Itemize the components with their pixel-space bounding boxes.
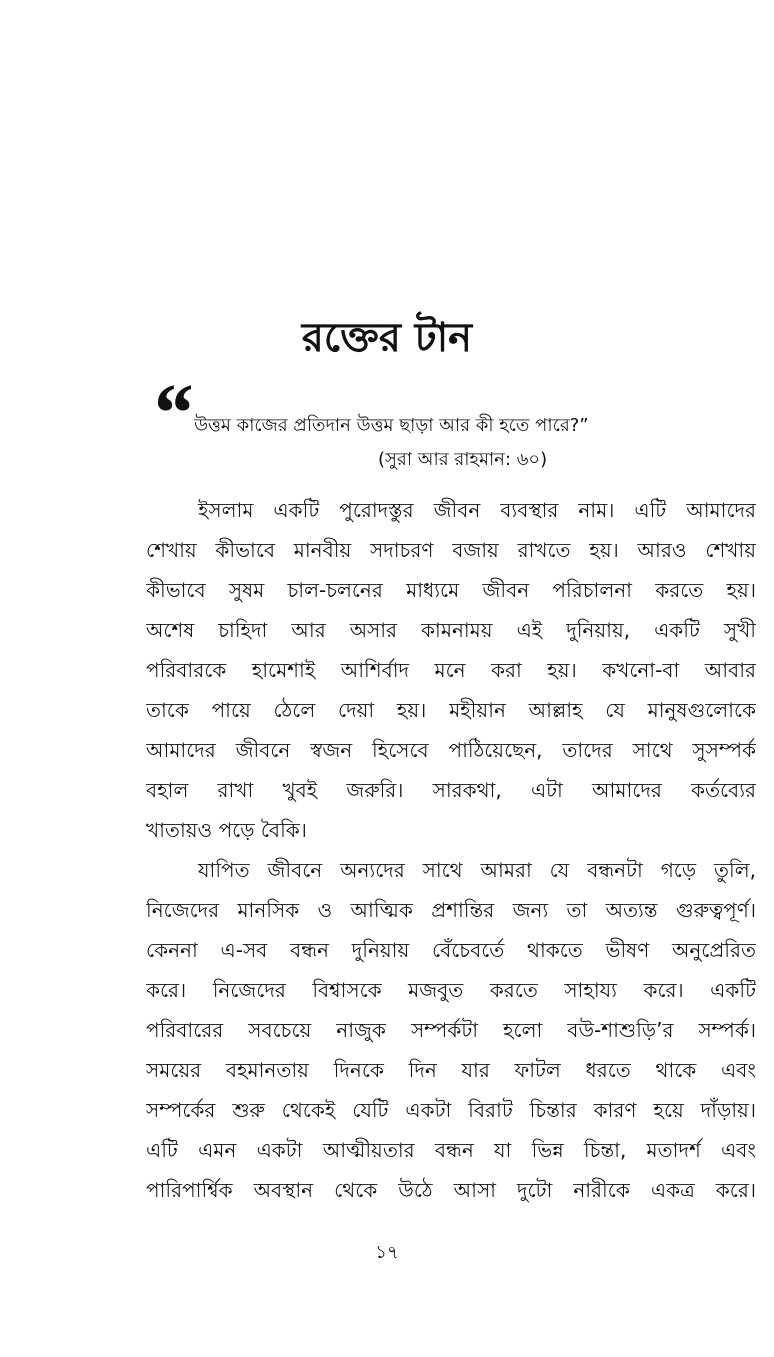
chapter-title: রক্তের টান xyxy=(301,315,473,361)
paragraph-line: ইসলাম একটি পুরোদস্তুর জীবন ব্যবস্থার নাম। এটি আমাদের xyxy=(198,498,756,522)
paragraph-line: এটি এমন একটা আত্মীয়তার বন্ধন যা ভিন্ন চিন্তা, মতাদর্শ এবং xyxy=(146,1138,756,1162)
epigraph-source: (সুরা আর রাহমান: ৬০) xyxy=(378,449,548,470)
paragraph-line: তাকে পায়ে ঠেলে দেয়া হয়। মহীয়ান আল্লাহ যে মানুষগুলোকে xyxy=(146,698,756,722)
paragraph-line: করে। নিজেদের বিশ্বাসকে মজবুত করতে সাহায্য করে। একটি xyxy=(146,978,756,1002)
paragraph-2 xyxy=(146,850,756,1210)
opening-quote-mark: “ xyxy=(150,367,192,460)
paragraph-line: সময়ের বহমানতায় দিনকে দিন যার ফাটল ধরতে থাকে এবং xyxy=(146,1058,756,1082)
body-text xyxy=(146,490,756,1210)
paragraph-line: পরিবারের সবচেয়ে নাজুক সম্পর্কটা হলো বউ-শাশুড়ি’র সম্পর্ক। xyxy=(146,1018,756,1042)
paragraph-line: শেখায় কীভাবে মানবীয় সদাচরণ বজায় রাখতে হয়। আরও শেখায় xyxy=(146,538,756,562)
paragraph-line: যাপিত জীবনে অন্যদের সাথে আমরা যে বন্ধনটা গড়ে তুলি, xyxy=(198,858,756,882)
paragraph-1 xyxy=(146,490,756,850)
epigraph-text: উত্তম কাজের প্রতিদান উত্তম ছাড়া আর কী হতে পারে?” xyxy=(194,415,589,436)
page-number: ১৭ xyxy=(375,1242,399,1263)
paragraph-line: নিজেদের মানসিক ও আত্মিক প্রশান্তির জন্য তা অত্যন্ত গুরুত্বপূর্ণ। xyxy=(146,898,756,922)
paragraph-line: কেননা এ-সব বন্ধন দুনিয়ায় বেঁচেবর্তে থাকতে ভীষণ অনুপ্রেরিত xyxy=(146,938,756,962)
paragraph-line: খাতায়ও পড়ে বৈকি। xyxy=(146,818,307,842)
paragraph-line: কীভাবে সুষম চাল-চলনের মাধ্যমে জীবন পরিচালনা করতে হয়। xyxy=(146,578,756,602)
paragraph-line: আমাদের জীবনে স্বজন হিসেবে পাঠিয়েছেন, তাদের সাথে সুসম্পর্ক xyxy=(146,738,756,762)
paragraph-line: পারিপার্শ্বিক অবস্থান থেকে উঠে আসা দুটো নারীকে একত্র করে। xyxy=(146,1178,756,1202)
paragraph-line: পরিবারকে হামেশাই আশির্বাদ মনে করা হয়। কখনো-বা আবার xyxy=(146,658,756,682)
paragraph-line: অশেষ চাহিদা আর অসার কামনাময় এই দুনিয়ায়, একটি সুখী xyxy=(146,618,756,642)
paragraph-line: সম্পর্কের শুরু থেকেই যেটি একটা বিরাট চিন্তার কারণ হয়ে দাঁড়ায়। xyxy=(146,1098,756,1122)
paragraph-line: বহাল রাখা খুবই জরুরি। সারকথা, এটা আমাদের কর্তব্যের xyxy=(146,778,756,802)
